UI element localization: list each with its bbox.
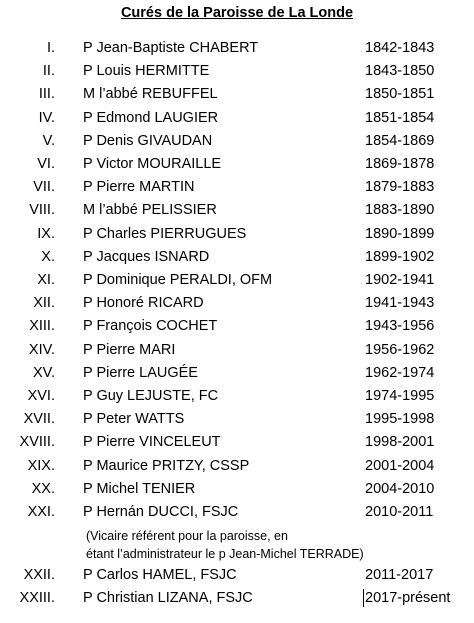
item-number: XII. (33, 295, 55, 311)
item-name: P Jacques ISNARD (83, 249, 210, 265)
item-number: XI. (37, 272, 55, 288)
list-item (0, 318, 474, 341)
item-number: XVI. (27, 388, 55, 404)
item-name: P Denis GIVAUDAN (83, 133, 213, 149)
item-years: 2017-présent (365, 590, 451, 606)
item-number: XIII. (29, 318, 55, 334)
item-number: II. (42, 63, 55, 79)
item-years: 1943-1956 (365, 318, 435, 334)
item-years: 1902-1941 (365, 272, 435, 288)
item-years: 1998-2001 (365, 434, 435, 450)
item-number: X. (41, 249, 55, 265)
list-item (0, 388, 474, 411)
item-years: 1899-1902 (365, 249, 435, 265)
item-name: P Peter WATTS (83, 411, 185, 427)
list-item (0, 110, 474, 133)
item-years: 1956-1962 (365, 342, 435, 358)
list-item (0, 481, 474, 504)
item-name: P Honoré RICARD (83, 295, 204, 311)
list-item (0, 202, 474, 225)
item-number: IV. (38, 110, 55, 126)
page-title: Curés de la Paroisse de La Londe (120, 5, 354, 21)
item-years: 1842-1843 (365, 40, 435, 56)
item-years: 1854-1869 (365, 133, 435, 149)
list-item (0, 411, 474, 434)
item-number: XV. (32, 365, 55, 381)
item-name: P Carlos HAMEL, FSJC (83, 567, 237, 583)
list-item (0, 458, 474, 481)
item-number: XVIII. (19, 434, 55, 450)
text-cursor (363, 589, 364, 607)
item-number: V. (42, 133, 55, 149)
item-years: 1962-1974 (365, 365, 435, 381)
item-number: XX. (31, 481, 55, 497)
item-years: 1850-1851 (365, 86, 435, 102)
item-name: P François COCHET (83, 318, 218, 334)
item-name: P Pierre VINCELEUT (83, 434, 221, 450)
item-years: 1890-1899 (365, 226, 435, 242)
item-years: 2010-2011 (365, 504, 434, 520)
item-number: XXII. (23, 567, 55, 583)
item-number: III. (38, 86, 55, 102)
list-item (0, 434, 474, 457)
vicar-note-line: (Vicaire référent pour la paroisse, en (86, 529, 288, 543)
item-years: 2011-2017 (365, 567, 434, 583)
item-name: M l’abbé REBUFFEL (83, 86, 218, 102)
item-years: 1843-1850 (365, 63, 435, 79)
item-name: P Guy LEJUSTE, FC (83, 388, 219, 404)
list-item (0, 63, 474, 86)
item-number: VIII. (29, 202, 55, 218)
item-name: M l’abbé PELISSIER (83, 202, 217, 218)
item-number: VI. (37, 156, 55, 172)
item-name: P Pierre LAUGÉE (83, 365, 198, 381)
item-years: 2004-2010 (365, 481, 435, 497)
list-item (0, 249, 474, 272)
item-name: P Charles PIERRUGUES (83, 226, 247, 242)
list-item (0, 567, 474, 590)
list-item (0, 226, 474, 249)
item-name: P Pierre MARTIN (83, 179, 195, 195)
item-years: 1883-1890 (365, 202, 435, 218)
item-number: XVII. (23, 411, 55, 427)
item-years: 1879-1883 (365, 179, 435, 195)
item-number: XIV. (28, 342, 55, 358)
list-item (0, 40, 474, 63)
item-number: IX. (37, 226, 55, 242)
item-years: 1974-1995 (365, 388, 435, 404)
list-item (0, 156, 474, 179)
list-item (0, 86, 474, 109)
list-item (0, 342, 474, 365)
item-years: 2001-2004 (365, 458, 435, 474)
item-name: P Victor MOURAILLE (83, 156, 222, 172)
list-item (0, 504, 474, 527)
item-number: XXIII. (19, 590, 55, 606)
vicar-note-line: étant l’administrateur le p Jean-Michel TERRADE) (86, 547, 364, 561)
list-item (0, 295, 474, 318)
list-item (0, 272, 474, 295)
item-number: I. (46, 40, 55, 56)
list-item (0, 590, 474, 613)
item-number: XXI. (27, 504, 55, 520)
list-item (0, 365, 474, 388)
item-years: 1851-1854 (365, 110, 435, 126)
item-name: P Pierre MARI (83, 342, 176, 358)
item-years: 1869-1878 (365, 156, 435, 172)
item-name: P Louis HERMITTE (83, 63, 210, 79)
item-name: P Maurice PRITZY, CSSP (83, 458, 250, 474)
item-name: P Michel TENIER (83, 481, 196, 497)
item-number: VII. (33, 179, 55, 195)
item-name: P Dominique PERALDI, OFM (83, 272, 273, 288)
item-years: 1941-1943 (365, 295, 435, 311)
list-item (0, 133, 474, 156)
item-number: XIX. (27, 458, 55, 474)
item-name: P Edmond LAUGIER (83, 110, 219, 126)
item-name: P Hernán DUCCI, FSJC (83, 504, 239, 520)
item-years: 1995-1998 (365, 411, 435, 427)
item-name: P Jean-Baptiste CHABERT (83, 40, 259, 56)
list-item (0, 179, 474, 202)
item-name: P Christian LIZANA, FSJC (83, 590, 253, 606)
